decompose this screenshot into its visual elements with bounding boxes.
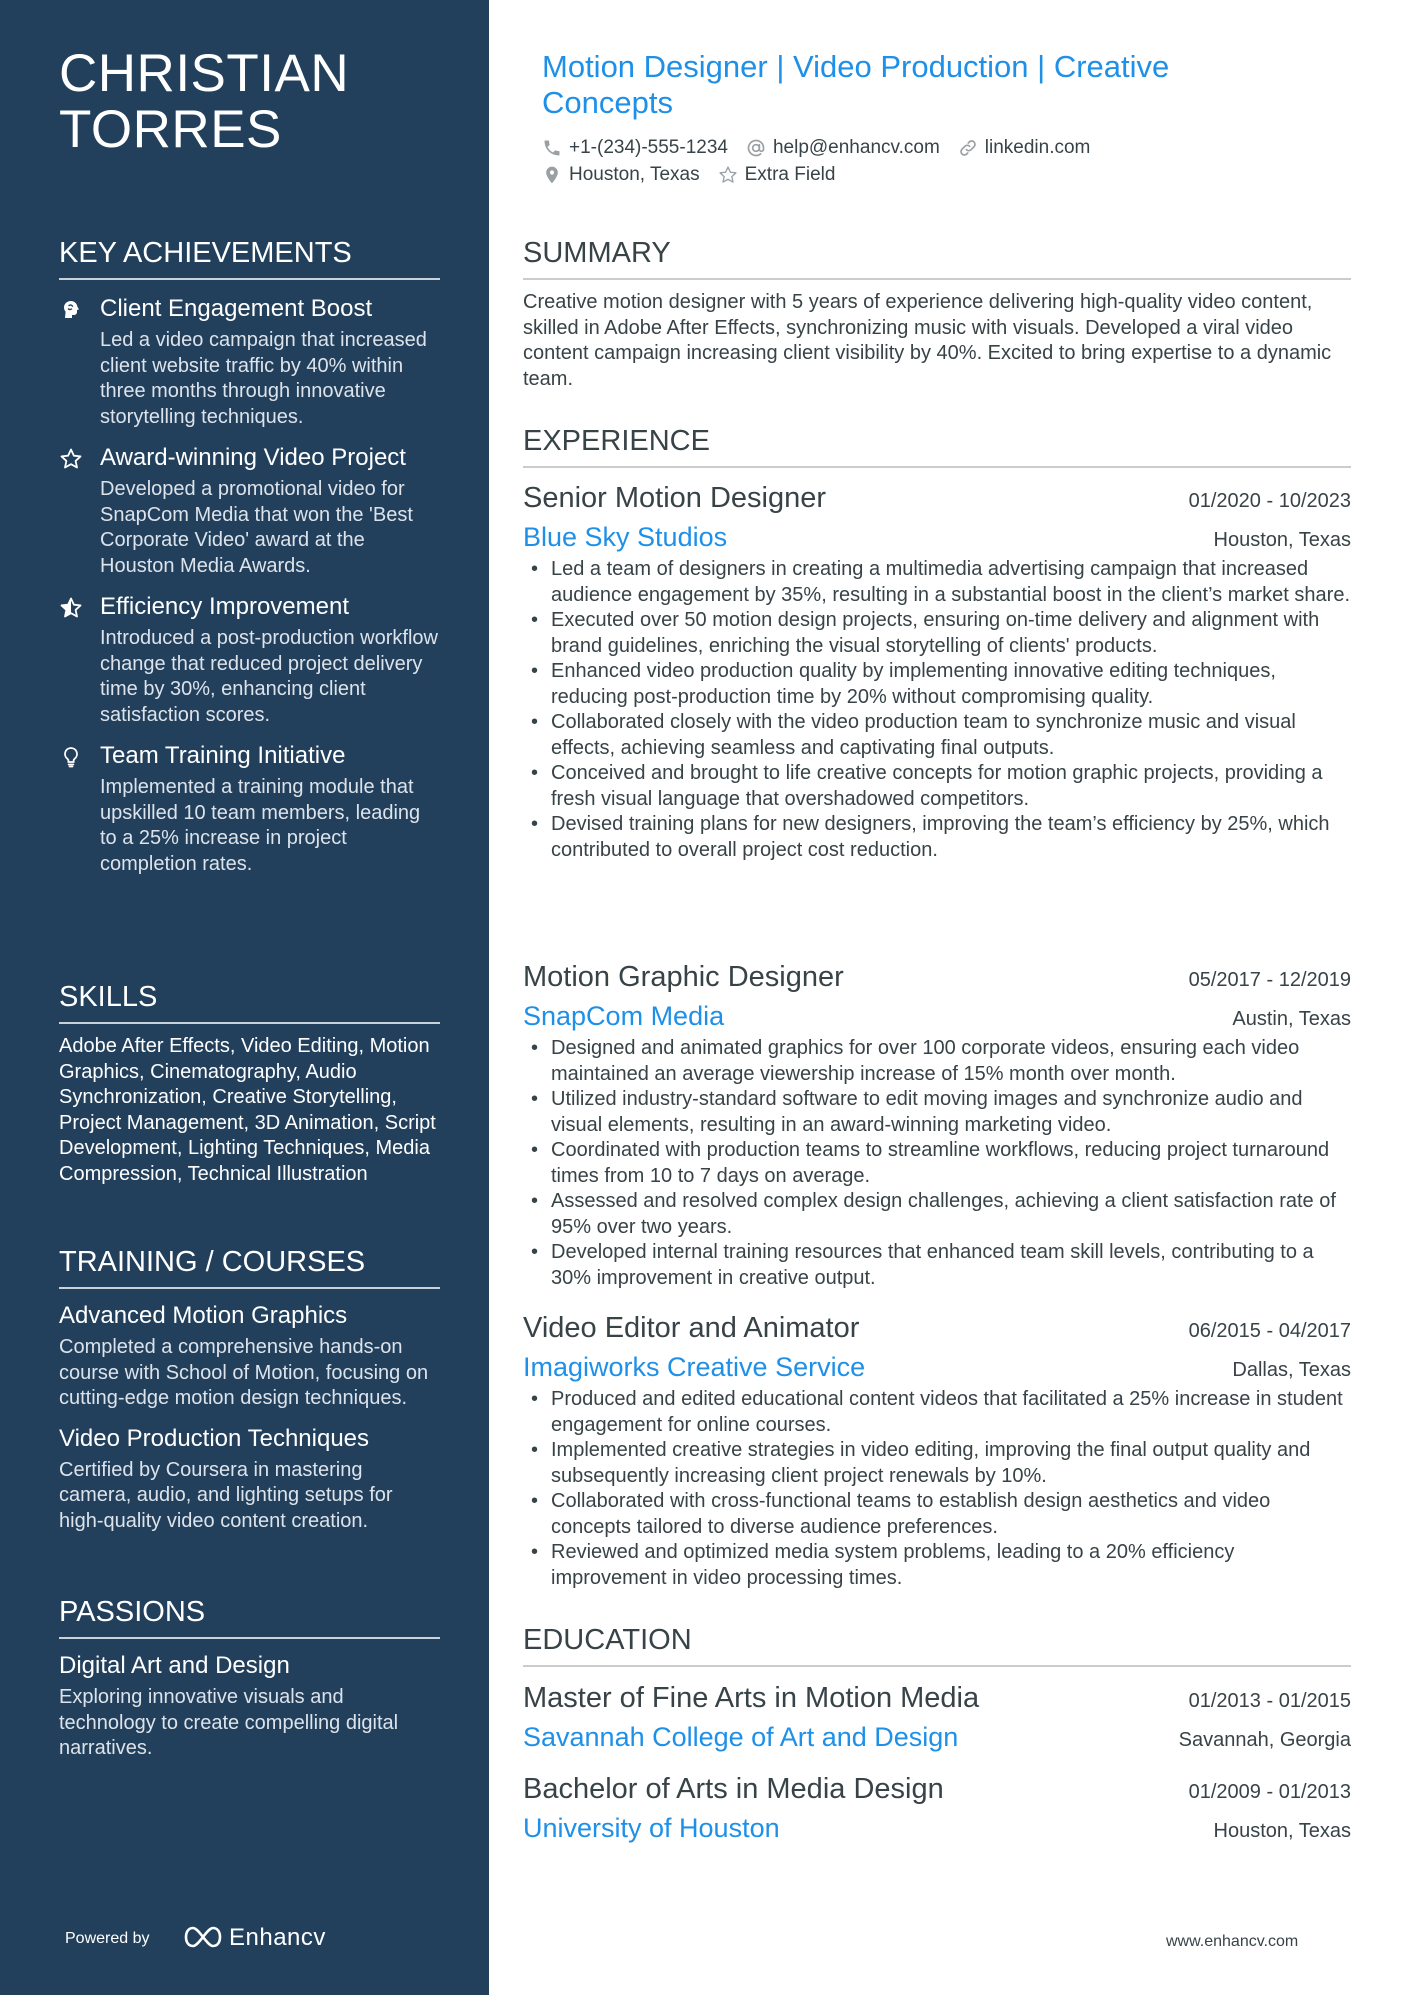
job-entry (523, 960, 1351, 1291)
achievement-desc: Introduced a post-production workflow change that reduced project delivery time by 30%, enhancing client satisfaction scores. (100, 627, 438, 726)
star-half-icon (59, 596, 83, 620)
course-title: Video Production Techniques (59, 1424, 370, 1452)
education-heading: EDUCATION (523, 1623, 1351, 1667)
course-desc: Certified by Coursera in mastering camera, audio, and lighting setups for high-quality video content creation. (59, 1458, 393, 1532)
star-outline-icon (59, 447, 83, 471)
bullet: • Developed internal training resources that enhanced team skill levels, contributing to a 30% improvement in creative output. (523, 1240, 1351, 1291)
contact-row-1 (542, 137, 1090, 159)
course-item (59, 1301, 440, 1412)
enhancv-logo-icon (184, 1924, 222, 1950)
skills-section (59, 980, 440, 1187)
achievement-item (59, 443, 440, 579)
skills-heading: SKILLS (59, 980, 440, 1024)
contact-linkedin[interactable] (958, 137, 1091, 159)
achievement-item (59, 592, 440, 728)
bullet: • Collaborated with cross-functional teams to establish design aesthetics and video concepts tailored to diverse audience preferences. (523, 1489, 1351, 1540)
job-title: Motion Graphic Designer (523, 961, 844, 993)
contact-location (542, 164, 700, 186)
bullet: • Devised training plans for new designers, improving the team’s efficiency by 25%, which contributed to overall project cost reduction. (523, 812, 1351, 863)
job-company[interactable]: SnapCom Media (523, 1001, 725, 1031)
powered-by-label: Powered by (65, 1930, 150, 1947)
achievement-title: Team Training Initiative (100, 742, 346, 769)
bullet: • Produced and edited educational content videos that facilitated a 25% increase in student engagement for online courses. (523, 1387, 1351, 1438)
job-dates: 05/2017 - 12/2019 (1188, 969, 1351, 991)
job-location: Austin, Texas (1232, 1008, 1351, 1030)
sidebar (0, 0, 489, 1995)
phone-text: +1-(234)-555-1234 (569, 137, 728, 158)
job-title: Senior Motion Designer (523, 482, 827, 514)
achievements-heading: KEY ACHIEVEMENTS (59, 236, 440, 280)
bullet: • Led a team of designers in creating a multimedia advertising campaign that increased audience engagement by 35%, resulting in a substantial boost in the client’s market share. (523, 557, 1351, 608)
training-heading: TRAINING / COURSES (59, 1245, 440, 1289)
contact-phone[interactable] (542, 137, 728, 159)
degree-title: Bachelor of Arts in Media Design (523, 1773, 944, 1805)
degree-title: Master of Fine Arts in Motion Media (523, 1682, 980, 1714)
at-sign-icon (746, 138, 766, 158)
candidate-name: CHRISTIAN TORRES (59, 44, 350, 159)
bullet: • Designed and animated graphics for over 100 corporate videos, ensuring each video maintained an average viewership increase of 15% month over month. (523, 1036, 1351, 1087)
achievements-section (59, 236, 440, 877)
bullet: • Utilized industry-standard software to edit moving images and synchronize audio and visual elements, resulting in an award-winning marketing video. (523, 1087, 1351, 1138)
headline: Motion Designer | Video Production | Creative Concepts (542, 49, 1170, 120)
summary-text: Creative motion designer with 5 years of experience delivering high-quality video content, skilled in Adobe After Effects, synchronizing music with visuals. Developed a viral video content campaign increasing client visibility by 40%. Excited to bring expertise to a dynamic team. (523, 291, 1332, 390)
course-title: Advanced Motion Graphics (59, 1302, 348, 1329)
passion-title: Digital Art and Design (59, 1652, 290, 1679)
job-bullets (523, 1387, 1351, 1591)
achievement-item (59, 294, 440, 430)
education-heading-block (523, 1623, 1351, 1667)
bullet: • Conceived and brought to life creative concepts for motion graphic projects, providing a fresh visual language that overshadowed competitors. (523, 761, 1351, 812)
job-location: Dallas, Texas (1232, 1359, 1351, 1381)
course-item (59, 1424, 440, 1535)
job-title: Video Editor and Animator (523, 1312, 860, 1344)
training-section (59, 1245, 440, 1534)
brain-icon (59, 298, 83, 322)
enhancv-brand: Enhancv (229, 1924, 326, 1951)
job-bullets (523, 557, 1351, 863)
education-entry (523, 1772, 1351, 1844)
contact-row-2 (542, 164, 835, 186)
summary-section (523, 236, 1351, 392)
job-dates: 06/2015 - 04/2017 (1188, 1320, 1351, 1342)
achievement-desc: Led a video campaign that increased client website traffic by 40% within three months through innovative storytelling techniques. (100, 329, 427, 428)
skills-list: Adobe After Effects, Video Editing, Motion Graphics, Cinematography, Audio Synchronization, Creative Storytelling, Project Management, 3D Animation, Script Development, Lighting Techniques, Media Compression, Technical Illustration (59, 1035, 436, 1185)
link-icon (958, 138, 978, 158)
bullet: • Enhanced video production quality by implementing innovative editing techniques, reducing post-production time by 20% without compromising quality. (523, 659, 1351, 710)
job-company[interactable]: Blue Sky Studios (523, 522, 728, 552)
job-company[interactable]: Imagiworks Creative Service (523, 1352, 866, 1382)
job-location: Houston, Texas (1213, 529, 1351, 551)
education-dates: 01/2013 - 01/2015 (1188, 1690, 1351, 1712)
contact-email[interactable] (746, 137, 940, 159)
bullet: • Collaborated closely with the video production team to synchronize music and visual effects, achieving seamless and captivating final outputs. (523, 710, 1351, 761)
extra-text: Extra Field (744, 164, 836, 185)
job-dates: 01/2020 - 10/2023 (1188, 490, 1351, 512)
bullet: • Implemented creative strategies in video editing, improving the final output quality and subsequently increasing client project renewals by 10%. (523, 1438, 1351, 1489)
education-entry (523, 1681, 1351, 1753)
school-location: Houston, Texas (1213, 1820, 1351, 1842)
star-outline-icon (718, 165, 738, 185)
achievement-item (59, 741, 440, 877)
phone-icon (542, 138, 562, 158)
bullet: • Executed over 50 motion design projects, ensuring on-time delivery and alignment with brand guidelines, enriching the visual storytelling of clients' products. (523, 608, 1351, 659)
passion-item (59, 1651, 440, 1762)
achievement-title: Award-winning Video Project (100, 444, 406, 471)
school-location: Savannah, Georgia (1178, 1729, 1351, 1751)
school-name[interactable]: Savannah College of Art and Design (523, 1722, 959, 1752)
achievement-desc: Implemented a training module that upskilled 10 team members, leading to a 25% increase in project completion rates. (100, 776, 421, 875)
passions-heading: PASSIONS (59, 1595, 440, 1639)
linkedin-text: linkedin.com (984, 137, 1091, 158)
location-text: Houston, Texas (569, 164, 700, 185)
lightbulb-icon (59, 745, 83, 769)
achievement-title: Client Engagement Boost (100, 295, 373, 322)
bullet: • Coordinated with production teams to streamline workflows, reducing project turnaround times from 10 to 7 days on average. (523, 1138, 1351, 1189)
course-desc: Completed a comprehensive hands-on course with School of Motion, focusing on cutting-edge motion design techniques. (59, 1336, 429, 1409)
experience-heading: EXPERIENCE (523, 424, 1351, 468)
education-dates: 01/2009 - 01/2013 (1188, 1781, 1351, 1803)
achievement-desc: Developed a promotional video for SnapCom Media that won the 'Best Corporate Video' award at the Houston Media Awards. (100, 478, 413, 577)
job-bullets (523, 1036, 1351, 1291)
bullet: • Assessed and resolved complex design challenges, achieving a client satisfaction rate of 95% over two years. (523, 1189, 1351, 1240)
location-pin-icon (542, 165, 562, 185)
experience-heading-block (523, 424, 1351, 468)
job-entry (523, 481, 1351, 863)
contact-extra (718, 164, 836, 186)
summary-heading: SUMMARY (523, 236, 1351, 280)
bullet: • Reviewed and optimized media system problems, leading to a 20% efficiency improvement in video processing times. (523, 1540, 1351, 1591)
achievement-title: Efficiency Improvement (100, 593, 349, 620)
school-name[interactable]: University of Houston (523, 1813, 780, 1843)
passion-desc: Exploring innovative visuals and technology to create compelling digital narratives. (59, 1686, 399, 1759)
email-text: help@enhancv.com (772, 137, 940, 158)
job-entry (523, 1311, 1351, 1591)
footer-url[interactable]: www.enhancv.com (1166, 1933, 1299, 1950)
passions-section (59, 1595, 440, 1762)
